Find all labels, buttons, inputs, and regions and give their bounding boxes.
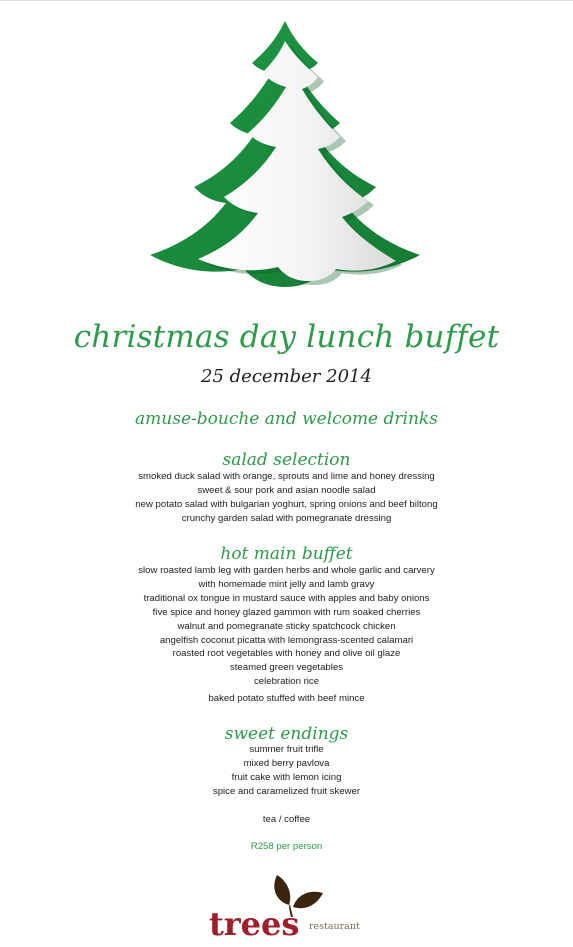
list-item: sweet & sour pork and asian noodle salad [197, 484, 376, 496]
price-line: R258 per person [250, 841, 323, 852]
list-item: crunchy garden salad with pomegranate dressing [181, 512, 392, 524]
christmas-tree-icon [150, 19, 420, 304]
tree-white-layer [198, 41, 396, 281]
list-item: with homemade mint jelly and lamb gravy [198, 578, 375, 590]
list-item: five spice and honey glazed gammon with rum soaked cherries [152, 606, 421, 618]
list-item: steamed green vegetables [229, 662, 344, 674]
welcome-line: amuse-bouche and welcome drinks [135, 409, 438, 429]
list-item: summer fruit trifle [249, 744, 324, 755]
section-heading-main: hot main buffet [220, 544, 353, 564]
list-item: new potato salad with bulgarian yoghurt, spring onions and beef biltong [135, 498, 438, 510]
list-item: roasted root vegetables with honey and olive oil glaze [172, 648, 401, 660]
menu-date: 25 december 2014 [201, 366, 372, 387]
list-item: walnut and pomegranate sticky spatchcock chicken [177, 620, 396, 632]
list-item: smoked duck salad with orange, sprouts and lime and honey dressing [138, 471, 435, 482]
beverage-line: tea / coffee [262, 814, 311, 825]
salad-list [0, 470, 573, 526]
list-item: baked potato stuffed with beef mince [208, 693, 365, 705]
list-item: traditional ox tongue in mustard sauce with apples and baby onions [143, 592, 430, 604]
list-item: spice and caramelized fruit skewer [212, 785, 361, 797]
list-item: mixed berry pavlova [243, 757, 330, 769]
section-heading-salad: salad selection [222, 450, 351, 470]
sweet-list [0, 743, 573, 799]
brand-suffix: restaurant [309, 921, 360, 932]
section-heading-sweet: sweet endings [224, 724, 349, 744]
brand-name: trees [209, 905, 300, 943]
list-item: angelfish coconut picatta with lemongrass-scented calamari [159, 634, 414, 646]
menu-title: christmas day lunch buffet [73, 319, 500, 355]
list-item: fruit cake with lemon icing [231, 771, 342, 783]
list-item: celebration rice [253, 676, 320, 688]
main-list [0, 564, 573, 706]
list-item: slow roasted lamb leg with garden herbs and whole garlic and carvery [138, 565, 435, 576]
trees-restaurant-logo [205, 869, 380, 947]
